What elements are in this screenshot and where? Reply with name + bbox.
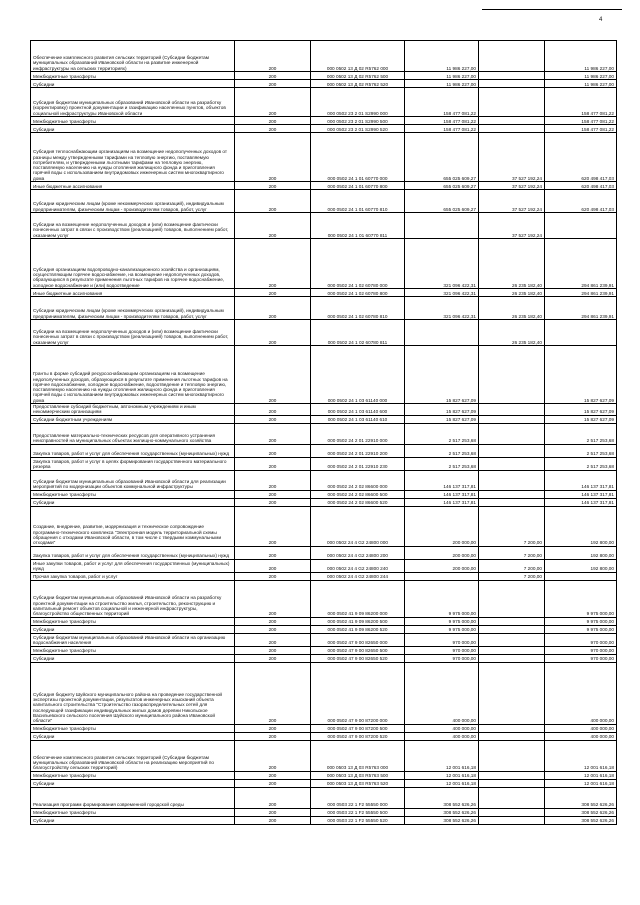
row-budget-code: 000 0502 47 9 00 87200 000 [311, 662, 405, 724]
row-name: Субсидии юридическим лицам (кроме некоммерческих организаций), индивидуальным предпринимателям, физическим лицам - производителям товаров, работ, услуг [31, 190, 235, 213]
table-row [31, 470, 617, 490]
row-budget-code: 000 0503 22 1 F2 55550 500 [311, 808, 405, 816]
row-budget-code: 000 0503 13 Д 03 R5763 500 [311, 771, 405, 779]
table-row [31, 423, 617, 444]
row-line-code: 200 [235, 190, 311, 213]
row-name: Гранты в форме субсидий ресурсоснабжающим организациям на возмещение недополученных доходов, образующихся в результате применения льготных тарифов на горячее водоснабжение, холодное водоснабжение, водоотведение и тепловую энергию, поставляемую населению на нужды отопления жилищного фонда и приготовления горячей воды с использованием внутридомовых инженерных систем многоквартирного дома [31, 346, 235, 404]
row-line-code: 200 [235, 816, 311, 824]
row-line-code: 200 [235, 546, 311, 559]
row-approved: 970 000,00 [405, 633, 479, 646]
table-row [31, 546, 617, 559]
row-name: Субсидии юридическим лицам (кроме некоммерческих организаций), индивидуальным предпринимателям, физическим лицам - производителям товаров, работ, услуг [31, 297, 235, 320]
row-budget-code: 000 0502 24 1 01 60770 000 [311, 133, 405, 182]
row-unexecuted: 9 975 000,00 [545, 625, 617, 633]
row-approved: 308 552 626,26 [405, 808, 479, 816]
row-line-code: 200 [235, 444, 311, 457]
row-name: Субсидии [31, 654, 235, 662]
row-unexecuted: 12 001 616,18 [545, 740, 617, 771]
table-row [31, 41, 617, 72]
row-approved: 15 827 627,09 [405, 415, 479, 423]
row-name: Субсидии на возмещение недополученных доходов и (или) возмещение фактически понесенных затрат в связи с производством (реализацией) товаров, выполнением работ, оказанием услуг [31, 213, 235, 239]
row-budget-code: 000 0502 47 9 00 82650 500 [311, 646, 405, 654]
row-approved: 11 986 227,00 [405, 41, 479, 72]
row-budget-code: 000 0502 23 2 01 S2990 520 [311, 125, 405, 133]
row-unexecuted: 15 827 627,09 [545, 415, 617, 423]
row-approved: 200 000,00 [405, 546, 479, 559]
row-unexecuted: 146 137 317,81 [545, 498, 617, 506]
row-executed: 7 200,00 [479, 546, 545, 559]
row-line-code: 200 [235, 404, 311, 416]
row-budget-code: 000 0502 24 1 02 60780 810 [311, 297, 405, 320]
row-unexecuted: 15 827 627,09 [545, 346, 617, 404]
table-row [31, 740, 617, 771]
row-line-code: 200 [235, 72, 311, 80]
row-line-code: 200 [235, 646, 311, 654]
row-unexecuted: 11 986 227,00 [545, 80, 617, 88]
row-name: Субсидия бюджету Шуйского муниципального района на проведение государственной экспертизы проектной документации, результатов инженерных изысканий объекта капитального строительства "Строительство газораспределительных сетей для последующей газификации индивидуальных жилых домов деревни Никольское Васильевского сельского поселения Шуйского муниципального района Ивановской области" [31, 662, 235, 724]
row-executed [479, 490, 545, 498]
table-row [31, 808, 617, 816]
row-approved: 655 025 609,27 [405, 190, 479, 213]
row-line-code: 200 [235, 117, 311, 125]
row-budget-code: 000 0502 24 4 G2 24800 240 [311, 559, 405, 572]
row-approved: 158 477 081,22 [405, 125, 479, 133]
table-row [31, 404, 617, 416]
row-approved: 9 975 000,00 [405, 625, 479, 633]
row-unexecuted: 146 137 317,81 [545, 470, 617, 490]
table-row [31, 117, 617, 125]
row-unexecuted: 294 861 239,91 [545, 297, 617, 320]
row-executed [479, 633, 545, 646]
table-row [31, 346, 617, 404]
row-unexecuted: 400 000,00 [545, 732, 617, 740]
row-approved: 15 827 627,09 [405, 404, 479, 416]
row-budget-code: 000 0502 23 2 01 S2990 000 [311, 88, 405, 117]
row-executed [479, 80, 545, 88]
row-approved: 321 096 422,31 [405, 289, 479, 297]
row-budget-code: 000 0502 13 Д 02 R5762 500 [311, 72, 405, 80]
row-approved: 12 001 616,18 [405, 779, 479, 787]
row-name: Обеспечение комплексного развития сельских территорий (Субсидии бюджетам муниципальных образований Ивановской области на развитие инженерной инфраструктуры на сельских территориях) [31, 41, 235, 72]
row-executed [479, 662, 545, 724]
row-unexecuted: 158 477 081,22 [545, 117, 617, 125]
row-executed [479, 740, 545, 771]
row-executed: 7 200,00 [479, 506, 545, 546]
row-approved: 200 000,00 [405, 506, 479, 546]
row-approved: 655 025 609,27 [405, 133, 479, 182]
table-row [31, 787, 617, 808]
row-budget-code: 000 0502 24 1 01 60770 811 [311, 213, 405, 239]
row-line-code: 200 [235, 506, 311, 546]
row-executed [479, 125, 545, 133]
table-row [31, 88, 617, 117]
row-approved: 12 001 616,18 [405, 771, 479, 779]
row-budget-code: 000 0502 24 1 01 60770 810 [311, 190, 405, 213]
table-row [31, 133, 617, 182]
row-executed: 26 235 182,40 [479, 320, 545, 346]
row-name: Предоставление субсидий бюджетным, автономным учреждениям и иным некоммерческим организациям [31, 404, 235, 416]
row-name: Субсидии [31, 498, 235, 506]
row-executed [479, 771, 545, 779]
row-name: Обеспечение комплексного развития сельских территорий (Субсидии бюджетам муниципальных образований Ивановской области на реализацию мероприятий по благоустройству сельских территорий) [31, 740, 235, 771]
row-approved: 200 000,00 [405, 559, 479, 572]
row-line-code: 200 [235, 213, 311, 239]
row-budget-code: 000 0502 24 4 G2 24800 000 [311, 506, 405, 546]
row-line-code: 200 [235, 572, 311, 580]
row-budget-code: 000 0503 13 Д 03 R5763 000 [311, 740, 405, 771]
table-row [31, 559, 617, 572]
row-line-code: 200 [235, 654, 311, 662]
table-row [31, 182, 617, 190]
row-executed: 7 200,00 [479, 559, 545, 572]
row-name: Предоставление материально-технических ресурсов для оперативного устранения неисправностей на муниципальных объектах жилищно-коммунального хозяйства [31, 423, 235, 444]
row-line-code: 200 [235, 617, 311, 625]
row-approved: 11 986 227,00 [405, 80, 479, 88]
row-unexecuted: 192 800,00 [545, 506, 617, 546]
row-unexecuted: 158 477 081,22 [545, 88, 617, 117]
row-executed: 37 527 192,24 [479, 133, 545, 182]
row-line-code: 200 [235, 559, 311, 572]
row-budget-code: 000 0502 24 1 01 60770 800 [311, 182, 405, 190]
row-name: Субсидии [31, 625, 235, 633]
row-approved: 321 096 422,31 [405, 239, 479, 289]
row-approved: 308 552 626,26 [405, 816, 479, 824]
row-approved: 308 552 626,26 [405, 787, 479, 808]
table-row [31, 779, 617, 787]
table-row [31, 444, 617, 457]
row-line-code: 200 [235, 346, 311, 404]
table-row [31, 572, 617, 580]
table-row [31, 724, 617, 732]
row-name: Субсидии [31, 816, 235, 824]
row-budget-code: 000 0502 24 1 03 61140 600 [311, 404, 405, 416]
row-approved: 11 986 227,00 [405, 72, 479, 80]
row-line-code: 200 [235, 724, 311, 732]
row-unexecuted: 308 552 626,26 [545, 787, 617, 808]
row-line-code: 200 [235, 320, 311, 346]
row-budget-code: 000 0502 24 2 01 22910 230 [311, 457, 405, 470]
table-row [31, 816, 617, 824]
row-line-code: 200 [235, 415, 311, 423]
row-budget-code: 000 0502 13 Д 02 R5762 000 [311, 41, 405, 72]
row-name: Межбюджетные трансферты [31, 808, 235, 816]
row-unexecuted: 400 000,00 [545, 724, 617, 732]
row-executed [479, 808, 545, 816]
row-executed [479, 423, 545, 444]
row-approved: 15 827 627,09 [405, 346, 479, 404]
row-budget-code: 000 0502 24 2 01 22910 000 [311, 423, 405, 444]
row-budget-code: 000 0502 24 2 02 86600 520 [311, 498, 405, 506]
row-budget-code: 000 0502 24 1 03 61140 000 [311, 346, 405, 404]
row-executed [479, 404, 545, 416]
row-line-code: 200 [235, 41, 311, 72]
row-executed: 37 527 192,24 [479, 213, 545, 239]
row-name: Субсидии [31, 125, 235, 133]
table-row [31, 297, 617, 320]
row-budget-code: 000 0502 41 9 09 86200 520 [311, 625, 405, 633]
table-row [31, 239, 617, 289]
row-unexecuted: 294 861 239,91 [545, 239, 617, 289]
table-row [31, 190, 617, 213]
row-budget-code: 000 0502 24 2 01 22910 200 [311, 444, 405, 457]
corner-mark: 4 [599, 17, 603, 23]
row-unexecuted: 970 000,00 [545, 654, 617, 662]
row-unexecuted [545, 320, 617, 346]
row-executed: 37 527 192,24 [479, 190, 545, 213]
row-budget-code: 000 0502 41 9 09 86200 000 [311, 580, 405, 617]
row-budget-code: 000 0502 47 9 00 82650 000 [311, 633, 405, 646]
budget-table-body [31, 41, 617, 825]
row-name: Межбюджетные трансферты [31, 117, 235, 125]
row-budget-code: 000 0502 23 2 01 S2990 500 [311, 117, 405, 125]
row-budget-code: 000 0502 24 1 03 61140 610 [311, 415, 405, 423]
row-unexecuted: 308 552 626,26 [545, 816, 617, 824]
row-line-code: 200 [235, 732, 311, 740]
row-budget-code: 000 0502 24 4 G2 24800 244 [311, 572, 405, 580]
table-row [31, 633, 617, 646]
row-executed [479, 117, 545, 125]
table-row [31, 289, 617, 297]
table-row [31, 617, 617, 625]
row-unexecuted: 12 001 616,18 [545, 779, 617, 787]
row-line-code: 200 [235, 771, 311, 779]
row-executed: 37 527 192,24 [479, 182, 545, 190]
row-name: Субсидии [31, 779, 235, 787]
row-name: Субсидии бюджетам муниципальных образований Ивановской области на разработку проектной документации на строительство жилья, строительство, реконструкцию и капитальный ремонт объектов социальной и инженерной инфраструктуры, благоустройство общественных территорий [31, 580, 235, 617]
row-line-code: 200 [235, 88, 311, 117]
row-name: Субсидия бюджетам муниципальных образований Ивановской области на разработку (корректировку) проектной документации и газификацию населенных пунктов, объектов социальной инфраструктуры Ивановской области [31, 88, 235, 117]
row-name: Иные закупки товаров, работ и услуг для обеспечения государственных (муниципальных) нужд [31, 559, 235, 572]
row-line-code: 200 [235, 808, 311, 816]
row-line-code: 200 [235, 125, 311, 133]
row-approved [405, 572, 479, 580]
budget-table [30, 40, 617, 825]
row-executed [479, 816, 545, 824]
row-unexecuted: 308 552 626,26 [545, 808, 617, 816]
row-name: Субсидии бюджетам муниципальных образований Ивановской области для реализации мероприятий по модернизации объектов коммунальной инфраструктуры [31, 470, 235, 490]
row-name: Субсидии на возмещение недополученных доходов и (или) возмещение фактически понесенных затрат в связи с производством (реализацией) товаров, выполнением работ, оказанием услуг [31, 320, 235, 346]
row-approved: 655 025 609,27 [405, 182, 479, 190]
row-executed [479, 580, 545, 617]
row-line-code: 200 [235, 133, 311, 182]
row-line-code: 200 [235, 490, 311, 498]
row-approved: 970 000,00 [405, 646, 479, 654]
row-line-code: 200 [235, 787, 311, 808]
row-budget-code: 000 0502 24 1 02 60780 811 [311, 320, 405, 346]
row-name: Иные бюджетные ассигнования [31, 289, 235, 297]
row-budget-code: 000 0503 22 1 F2 55550 000 [311, 787, 405, 808]
table-row [31, 490, 617, 498]
row-executed [479, 444, 545, 457]
row-executed [479, 498, 545, 506]
row-executed: 26 235 182,40 [479, 297, 545, 320]
row-name: Субсидии бюджетам муниципальных образований Ивановской области на организацию водоснабжения населения [31, 633, 235, 646]
row-name: Межбюджетные трансферты [31, 724, 235, 732]
row-budget-code: 000 0503 13 Д 03 R5763 520 [311, 779, 405, 787]
table-row [31, 771, 617, 779]
row-name: Межбюджетные трансферты [31, 771, 235, 779]
row-approved: 146 137 317,81 [405, 470, 479, 490]
row-line-code: 200 [235, 580, 311, 617]
row-executed [479, 415, 545, 423]
row-executed: 26 235 182,40 [479, 289, 545, 297]
row-unexecuted: 2 517 253,68 [545, 444, 617, 457]
row-line-code: 200 [235, 182, 311, 190]
row-approved: 970 000,00 [405, 654, 479, 662]
row-unexecuted: 970 000,00 [545, 646, 617, 654]
row-unexecuted: 9 975 000,00 [545, 617, 617, 625]
row-name: Прочая закупка товаров, работ и услуг [31, 572, 235, 580]
row-approved [405, 213, 479, 239]
table-row [31, 625, 617, 633]
row-unexecuted: 620 498 417,03 [545, 190, 617, 213]
row-line-code: 200 [235, 470, 311, 490]
row-budget-code: 000 0502 47 9 00 87200 520 [311, 732, 405, 740]
row-approved: 9 975 000,00 [405, 617, 479, 625]
row-unexecuted: 15 827 627,09 [545, 404, 617, 416]
row-name: Закупка товаров, работ и услуг в целях формирования государственного материального резерва [31, 457, 235, 470]
table-row [31, 415, 617, 423]
row-name: Межбюджетные трансферты [31, 72, 235, 80]
row-line-code: 200 [235, 779, 311, 787]
row-name: Межбюджетные трансферты [31, 617, 235, 625]
table-row [31, 646, 617, 654]
row-line-code: 200 [235, 740, 311, 771]
row-executed [479, 617, 545, 625]
row-line-code: 200 [235, 80, 311, 88]
row-budget-code: 000 0502 24 2 02 86600 000 [311, 470, 405, 490]
row-budget-code: 000 0502 47 9 00 87200 500 [311, 724, 405, 732]
row-executed [479, 646, 545, 654]
row-unexecuted: 146 137 317,81 [545, 490, 617, 498]
row-line-code: 200 [235, 662, 311, 724]
table-row [31, 72, 617, 80]
table-row [31, 213, 617, 239]
row-budget-code: 000 0502 41 9 09 86200 500 [311, 617, 405, 625]
row-executed [479, 72, 545, 80]
row-executed: 26 235 182,40 [479, 239, 545, 289]
row-line-code: 200 [235, 498, 311, 506]
row-unexecuted: 620 498 417,03 [545, 133, 617, 182]
row-unexecuted: 192 800,00 [545, 546, 617, 559]
row-approved: 146 137 317,81 [405, 490, 479, 498]
row-name: Субсидии [31, 732, 235, 740]
row-name: Субсидия организациям водопроводно-канализационного хозяйства и организациям, осуществляющим горячее водоснабжение, на возмещение недополученных доходов, образующихся в результате применения льготных тарифов на горячее водоснабжение, холодное водоснабжение и (или) водоотведение [31, 239, 235, 289]
row-unexecuted [545, 213, 617, 239]
table-row [31, 457, 617, 470]
row-name: Закупка товаров, работ и услуг для обеспечения государственных (муниципальных) нужд [31, 546, 235, 559]
row-line-code: 200 [235, 457, 311, 470]
row-unexecuted [545, 572, 617, 580]
row-approved: 158 477 081,22 [405, 117, 479, 125]
row-name: Закупка товаров, работ и услуг для обеспечения государственных (муниципальных) нужд [31, 444, 235, 457]
row-approved: 400 000,00 [405, 662, 479, 724]
row-name: Межбюджетные трансферты [31, 646, 235, 654]
row-executed [479, 625, 545, 633]
row-name: Субсидия теплоснабжающим организациям на возмещение недополученных доходов от разницы между утвержденными тарифами на тепловую энергию, поставляемую потребителям, и утвержденными льготными тарифами на тепловую энергию, поставляемую населению на нужды отопления жилищного фонда и приготовления горячей воды с использованием внутридомовых инженерных систем многоквартирного дома [31, 133, 235, 182]
row-budget-code: 000 0502 24 1 02 60780 000 [311, 239, 405, 289]
table-row [31, 80, 617, 88]
row-unexecuted: 9 975 000,00 [545, 580, 617, 617]
row-unexecuted: 970 000,00 [545, 633, 617, 646]
row-unexecuted: 11 986 227,00 [545, 72, 617, 80]
row-approved: 12 001 616,18 [405, 740, 479, 771]
row-unexecuted: 2 517 253,68 [545, 457, 617, 470]
row-executed [479, 787, 545, 808]
row-budget-code: 000 0502 13 Д 02 R5762 520 [311, 80, 405, 88]
table-row [31, 498, 617, 506]
row-unexecuted: 12 001 616,18 [545, 771, 617, 779]
row-executed [479, 779, 545, 787]
row-executed [479, 457, 545, 470]
row-approved: 321 096 422,31 [405, 297, 479, 320]
table-row [31, 320, 617, 346]
table-row [31, 732, 617, 740]
table-row [31, 125, 617, 133]
table-row [31, 506, 617, 546]
row-line-code: 200 [235, 423, 311, 444]
row-approved: 400 000,00 [405, 732, 479, 740]
row-unexecuted: 400 000,00 [545, 662, 617, 724]
table-row [31, 654, 617, 662]
row-approved [405, 320, 479, 346]
row-line-code: 200 [235, 633, 311, 646]
row-executed [479, 732, 545, 740]
row-budget-code: 000 0502 24 1 02 60780 800 [311, 289, 405, 297]
row-name: Субсидии [31, 80, 235, 88]
row-line-code: 200 [235, 625, 311, 633]
row-budget-code: 000 0502 47 9 00 82650 520 [311, 654, 405, 662]
row-budget-code: 000 0502 24 2 02 86600 500 [311, 490, 405, 498]
row-approved: 9 975 000,00 [405, 580, 479, 617]
row-executed: 7 200,00 [479, 572, 545, 580]
row-name: Реализация программ формирования современной городской среды [31, 787, 235, 808]
row-unexecuted: 620 498 417,03 [545, 182, 617, 190]
row-line-code: 200 [235, 297, 311, 320]
row-name: Создание, внедрение, развитие, модернизация и техническое сопровождение программно-технического комплекса "Электронная модель территориальной схемы обращения с отходами Ивановской области, в том числе с твердыми коммунальными отходами" [31, 506, 235, 546]
top-rule [482, 9, 622, 10]
row-unexecuted: 158 477 081,22 [545, 125, 617, 133]
row-name: Иные бюджетные ассигнования [31, 182, 235, 190]
row-approved: 158 477 081,22 [405, 88, 479, 117]
row-executed [479, 470, 545, 490]
row-executed [479, 346, 545, 404]
row-executed [479, 654, 545, 662]
row-budget-code: 000 0502 24 4 G2 24800 200 [311, 546, 405, 559]
row-unexecuted: 192 800,00 [545, 559, 617, 572]
row-approved: 2 517 253,68 [405, 457, 479, 470]
row-budget-code: 000 0503 22 1 F2 55550 520 [311, 816, 405, 824]
row-name: Межбюджетные трансферты [31, 490, 235, 498]
row-executed [479, 88, 545, 117]
row-executed [479, 41, 545, 72]
row-unexecuted: 294 861 239,91 [545, 289, 617, 297]
table-row [31, 580, 617, 617]
row-name: Субсидии бюджетным учреждениям [31, 415, 235, 423]
row-approved: 400 000,00 [405, 724, 479, 732]
table-row [31, 662, 617, 724]
row-approved: 2 517 253,68 [405, 423, 479, 444]
row-line-code: 200 [235, 239, 311, 289]
row-approved: 2 517 253,68 [405, 444, 479, 457]
row-approved: 146 137 317,81 [405, 498, 479, 506]
row-executed [479, 724, 545, 732]
row-line-code: 200 [235, 289, 311, 297]
row-unexecuted: 2 517 253,68 [545, 423, 617, 444]
row-unexecuted: 11 986 227,00 [545, 41, 617, 72]
